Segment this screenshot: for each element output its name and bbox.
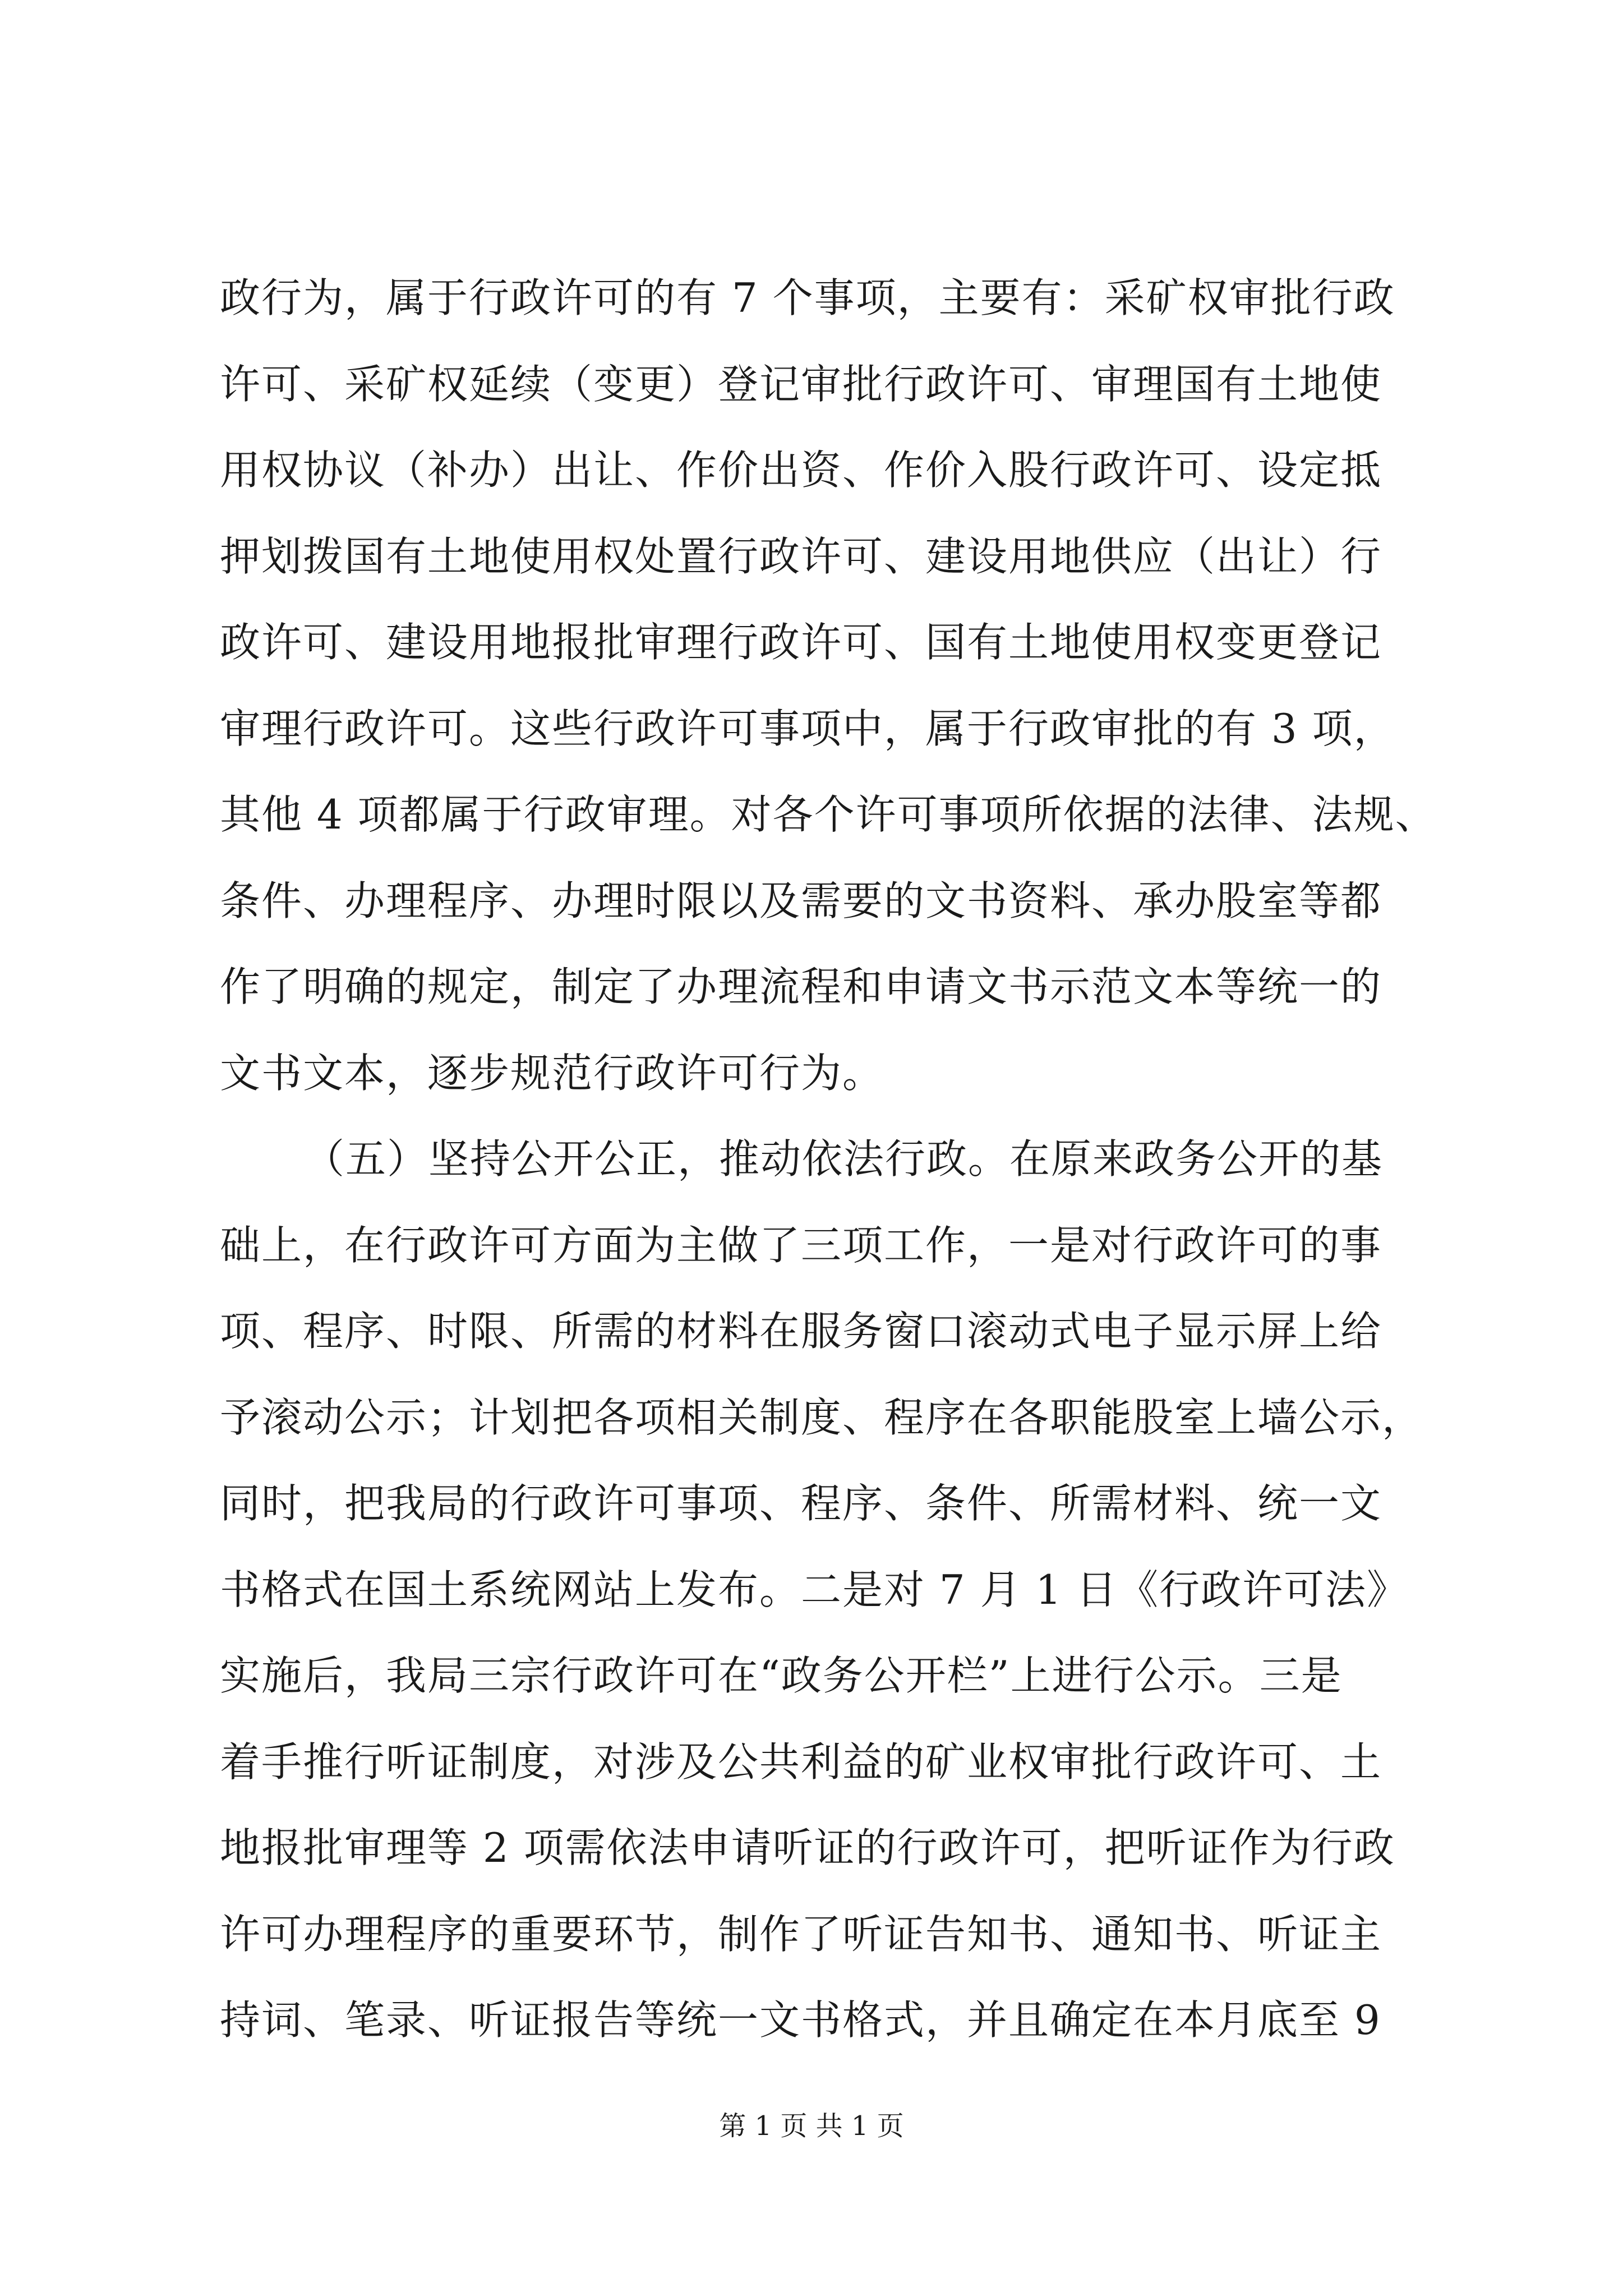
text-line: 础上，在行政许可方面为主做了三项工作，一是对行政许可的事: [220, 1221, 1382, 1269]
text-line: 着手推行听证制度，对涉及公共利益的矿业权审批行政许可、土: [220, 1738, 1382, 1786]
text-line: 审理行政许可。这些行政许可事项中，属于行政审批的有 3 项，: [220, 705, 1395, 752]
text-line: 许可、采矿权延续（变更）登记审批行政许可、审理国有土地使: [220, 360, 1382, 408]
text-line: 予滚动公示；计划把各项相关制度、程序在各职能股室上墙公示，: [220, 1393, 1424, 1441]
text-line: 用权协议（补办）出让、作价出资、作价入股行政许可、设定抵: [220, 447, 1382, 494]
text-line: 持词、笔录、听证报告等统一文书格式，并且确定在本月底至 9: [220, 1996, 1381, 2044]
text-line: 项、程序、时限、所需的材料在服务窗口滚动式电子显示屏上给: [220, 1308, 1382, 1355]
text-line: 押划拨国有土地使用权处置行政许可、建设用地供应（出让）行: [220, 532, 1382, 580]
text-line: 作了明确的规定，制定了办理流程和申请文书示范文本等统一的: [220, 963, 1382, 1010]
text-line: 地报批审理等 2 项需依法申请听证的行政许可，把听证作为行政: [220, 1824, 1395, 1871]
text-line: 政行为，属于行政许可的有 7 个事项，主要有：采矿权审批行政: [220, 274, 1395, 321]
page-footer: [0, 2109, 1623, 2143]
body-text: [220, 255, 1437, 2064]
text-line: 许可办理程序的重要环节，制作了听证告知书、通知书、听证主: [220, 1910, 1382, 1958]
text-line: 其他 4 项都属于行政审理。对各个许可事项所依据的法律、法规、: [220, 791, 1437, 838]
text-line: 实施后，我局三宗行政许可在“政务公开栏”上进行公示。三是: [220, 1652, 1343, 1699]
text-line: 同时，把我局的行政许可事项、程序、条件、所需材料、统一文: [220, 1480, 1382, 1527]
section-heading-line: （五）坚持公开公正，推动依法行政。在原来政务公开的基: [304, 1135, 1384, 1182]
text-line: 政许可、建设用地报批审理行政许可、国有土地使用权变更登记: [220, 619, 1382, 666]
text-line: 书格式在国土系统网站上发布。二是对 7 月 1 日《行政许可法》: [220, 1566, 1409, 1613]
page-number: 第 1 页 共 1 页: [719, 2110, 904, 2142]
text-line: 文书文本，逐步规范行政许可行为。: [220, 1049, 884, 1097]
text-line: 条件、办理程序、办理时限以及需要的文书资料、承办股室等都: [220, 877, 1382, 924]
